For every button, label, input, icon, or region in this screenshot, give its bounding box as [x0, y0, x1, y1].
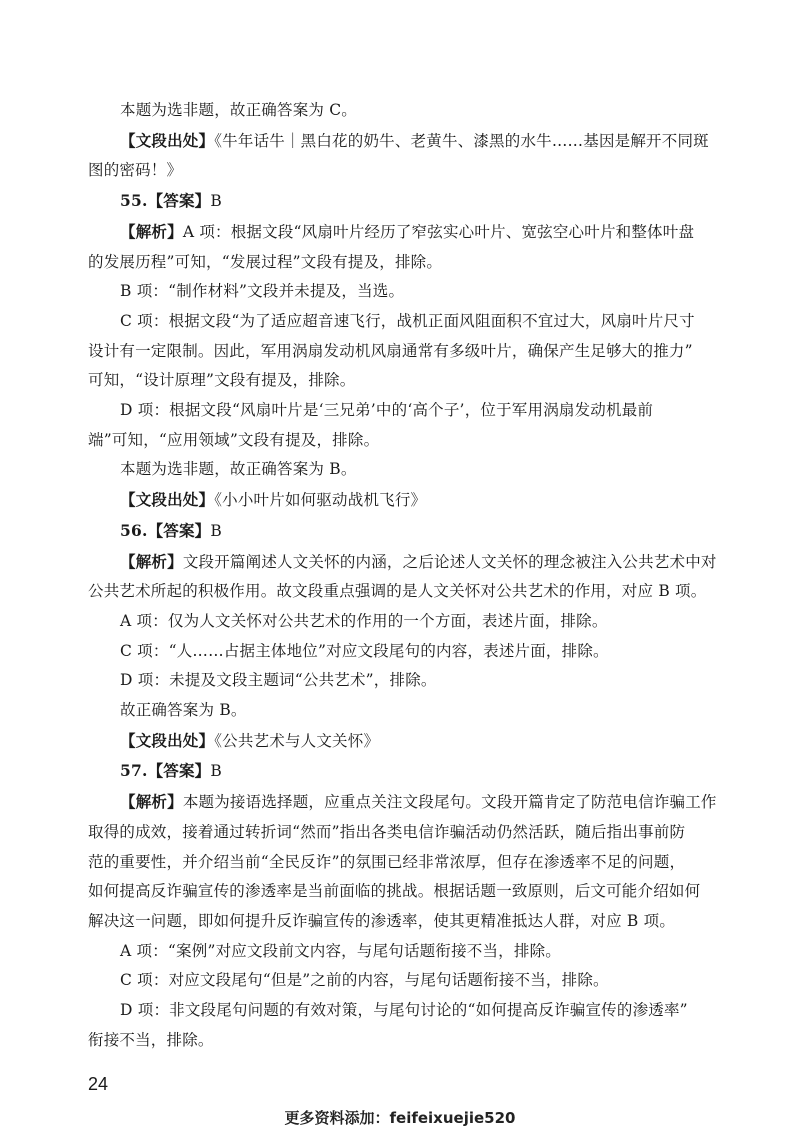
- text-line: [88, 848, 722, 878]
- text-line: [88, 966, 722, 996]
- text-line: [88, 907, 722, 937]
- text-line: [88, 426, 722, 456]
- line-text: 如何提高反诈骗宣传的渗透率是当前面临的挑战。根据话题一致原则，后文可能介绍如何: [88, 882, 701, 901]
- text-line: [88, 547, 722, 578]
- line-text: 可知，“设计原理”文段有提及，排除。: [88, 371, 356, 390]
- line-text: A 项：“案例”对应文段前文内容，与尾句话题衔接不当，排除。: [120, 941, 561, 960]
- section-label: 【解析】: [120, 221, 183, 241]
- line-text: A 项：根据文段“风扇叶片经历了窄弦实心叶片、宽弦空心叶片和整体叶盘: [182, 222, 695, 241]
- text-line: [88, 607, 722, 637]
- line-text: 范的重要性，并介绍当前“全民反诈”的氛围已经非常浓厚，但存在渗透率不足的问题，: [88, 852, 686, 871]
- line-text: 故正确答案为 B。: [120, 701, 247, 720]
- text-line: [88, 1026, 722, 1056]
- footer-note: 更多资料添加：feifeixuejie520: [284, 1109, 516, 1127]
- line-text: 公共艺术所起的积极作用。故文段重点强调的是人文关怀对公共艺术的作用，对应 B 项。: [88, 582, 707, 601]
- section-label: 【解析】: [120, 792, 183, 812]
- text-line: [88, 937, 722, 967]
- text-line: [88, 455, 722, 485]
- section-label: 【文段出处】: [120, 490, 215, 510]
- line-text: 解决这一问题，即如何提升反诈骗宣传的渗透率，使其更精准抵达人群，对应 B 项。: [88, 911, 676, 930]
- line-text: C 项：对应文段尾句“但是”之前的内容，与尾句话题衔接不当，排除。: [120, 971, 609, 990]
- text-line: [88, 337, 722, 367]
- text-line: [88, 186, 722, 217]
- line-text: 《公共艺术与人文关怀》: [214, 731, 380, 750]
- line-text: D 项：未提及文段主题词“公共艺术”，排除。: [120, 671, 437, 690]
- line-text: 图的密码！》: [88, 161, 183, 180]
- line-text: C 项：“人……占据主体地位”对应文段尾句的内容，表述片面，排除。: [120, 641, 609, 660]
- text-line: [88, 696, 722, 726]
- text-line: [88, 666, 722, 696]
- section-label: 【文段出处】: [120, 130, 215, 150]
- text-line: [88, 787, 722, 818]
- line-text: D 项：根据文段“风扇叶片是‘三兄弟’中的‘高个子’，位于军用涡扇发动机最前: [120, 401, 654, 420]
- text-line: [88, 996, 722, 1026]
- line-text: 取得的成效，接着通过转折词“然而”指出各类电信诈骗活动仍然活跃，随后指出事前防: [88, 822, 686, 841]
- line-text: B: [210, 192, 222, 211]
- line-text: B 项：“制作材料”文段并未提及，当选。: [120, 282, 405, 301]
- text-line: [88, 637, 722, 667]
- line-text: 文段开篇阐述人文关怀的内涵，之后论述人文关怀的理念被注入公共艺术中对: [182, 552, 717, 571]
- text-line: [88, 96, 722, 126]
- page-number: 24: [88, 1074, 109, 1094]
- text-line: [88, 217, 722, 248]
- line-text: 《小小叶片如何驱动战机飞行》: [214, 491, 427, 510]
- text-line: [88, 248, 722, 278]
- text-line: [88, 756, 722, 787]
- section-label: 【文段出处】: [120, 730, 215, 750]
- text-line: [88, 577, 722, 607]
- line-text: 本题为选非题，故正确答案为 C。: [120, 101, 357, 119]
- line-text: B: [210, 762, 222, 781]
- line-text: 设计有一定限制。因此，军用涡扇发动机风扇通常有多级叶片，确保产生足够大的推力”: [88, 341, 693, 360]
- section-label: 【解析】: [120, 551, 183, 571]
- text-line: [88, 307, 722, 337]
- text-line: [88, 726, 722, 757]
- line-text: C 项：根据文段“为了适应超音速飞行，战机正面风阻面积不宜过大，风扇叶片尺寸: [120, 311, 695, 330]
- page-content: [88, 96, 722, 1056]
- text-line: [88, 485, 722, 516]
- text-line: [88, 516, 722, 547]
- line-text: 本题为接语选择题，应重点关注文段尾句。文段开篇肯定了防范电信诈骗工作: [182, 793, 717, 812]
- text-line: [88, 156, 722, 186]
- line-text: 的发展历程”可知，“发展过程”文段有提及，排除。: [88, 252, 443, 271]
- text-line: [88, 818, 722, 848]
- line-text: B: [210, 521, 222, 540]
- section-label: 57.【答案】: [120, 761, 211, 781]
- text-line: [88, 877, 722, 907]
- line-text: A 项：仅为人文关怀对公共艺术的作用的一个方面，表述片面，排除。: [120, 611, 608, 630]
- line-text: 本题为选非题，故正确答案为 B。: [120, 460, 357, 479]
- text-line: [88, 277, 722, 307]
- line-text: D 项：非文段尾句问题的有效对策，与尾句讨论的“如何提高反诈骗宣传的渗透率”: [120, 1001, 688, 1020]
- line-text: 《牛年话牛｜黑白花的奶牛、老黄牛、漆黑的水牛……基因是解开不同斑: [214, 131, 709, 150]
- text-line: [88, 126, 722, 157]
- section-label: 56.【答案】: [120, 520, 211, 540]
- text-line: [88, 396, 722, 426]
- section-label: 55.【答案】: [120, 191, 211, 211]
- line-text: 衔接不当，排除。: [88, 1030, 214, 1049]
- text-line: [88, 366, 722, 396]
- line-text: 端”可知，“应用领域”文段有提及，排除。: [88, 430, 380, 449]
